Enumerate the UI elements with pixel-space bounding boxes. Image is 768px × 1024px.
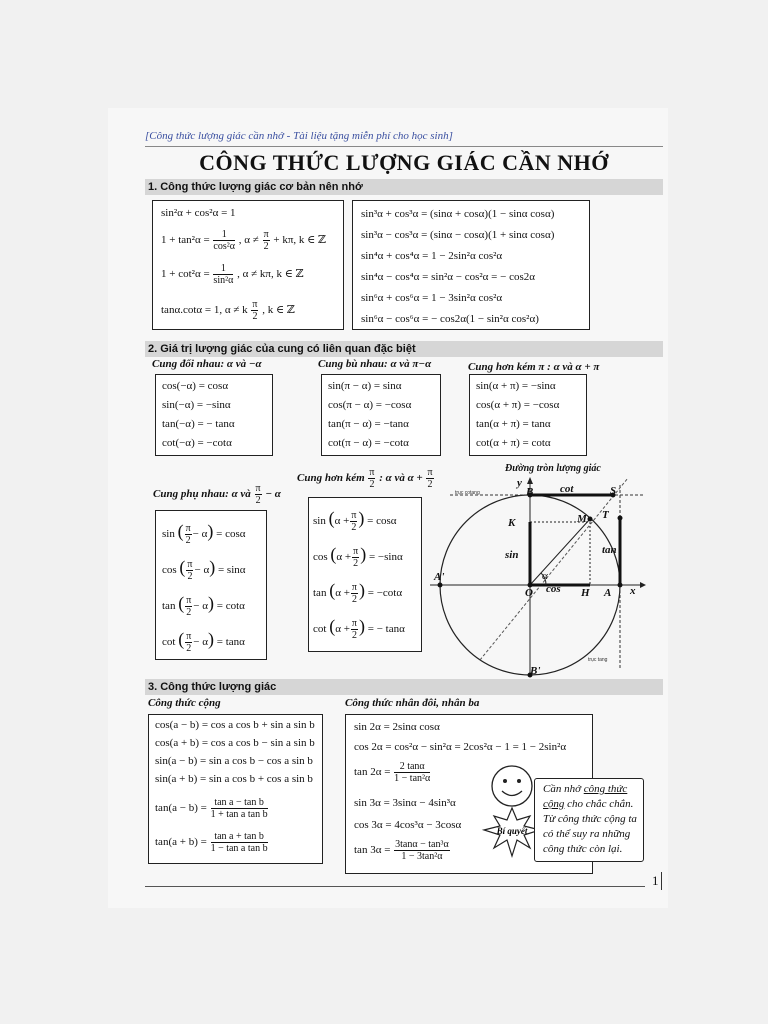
power-identity: sin⁶α − cos⁶α = − cos2α(1 − sin²α cos²α) [361, 313, 539, 325]
arg-head: α + [335, 587, 350, 599]
rhs: = tanα [216, 636, 245, 648]
formula-row: cos(−α) = cosα [162, 380, 229, 392]
formula-row [354, 839, 451, 862]
radius-om [530, 519, 590, 585]
formula-row: cos (α + $\frac{\pi}{2}$ ) = −sinα [313, 544, 403, 569]
supplementary-arcs-caption: Cung bù nhau: α và π−α [318, 358, 432, 370]
fn: cot [162, 636, 176, 648]
rhs: = sinα [217, 564, 246, 576]
frac-num: π [351, 581, 357, 593]
formula-row: sin 3α = 3sinα − 4sin³α [354, 797, 456, 809]
frac-den: 1 − tan a tan b [210, 843, 268, 854]
frac-num: tan a − tan b [211, 797, 268, 809]
identity-3 [161, 263, 304, 286]
tan-double-frac [394, 761, 430, 784]
frac-num: π [427, 467, 433, 478]
frac-den: 2 [185, 534, 191, 546]
point-t [618, 516, 623, 521]
formula-row: cos(a − b) = cos a cos b + sin a sin b [155, 719, 315, 731]
pi-half-frac [351, 618, 358, 641]
arg-head: α + [335, 623, 350, 635]
frac-num: π [252, 299, 258, 310]
frac-num: 1 [213, 229, 235, 241]
label-y: y [517, 477, 522, 489]
label-tan-axis: trục tang [588, 657, 608, 663]
label-b: B [526, 486, 534, 498]
pi-half-frac [263, 229, 270, 252]
rhs: = − tanα [367, 623, 405, 635]
unit-circle-caption: Đường tròn lượng giác [505, 463, 601, 474]
formula-row: cos(π − α) = −cosα [328, 399, 412, 411]
y-axis-arrow [527, 477, 533, 484]
frac-den: cos²α [213, 241, 235, 252]
pi-half-frac [185, 523, 192, 546]
pi-half-frac [350, 510, 357, 533]
formula-row: cot ( $\frac{\pi}{2}$ − α) = tanα [162, 629, 245, 654]
arg-tail: − α [194, 564, 210, 576]
power-identity: sin³α + cos³α = (sinα + cosα)(1 − sinα cosα) [361, 208, 555, 220]
formula-row: tan(−α) = − tanα [162, 418, 235, 430]
smiley-icon [492, 766, 532, 806]
header-note: [Công thức lượng giác cần nhớ - Tài liệu tặng miễn phí cho học sinh] [145, 130, 453, 142]
label-cot-axis: trục cotang [455, 490, 480, 496]
frac-den: 2 [252, 311, 258, 322]
formula-row [354, 761, 431, 784]
formula-row: cos 2α = cos²α − sin²α = 2cos²α − 1 = 1 − 2sin²α [354, 741, 567, 753]
caption-mid: : α và α + [379, 472, 423, 485]
frac-den: 2 [186, 642, 192, 654]
frac-den: 2 [351, 629, 357, 641]
half-pi-offset-box [308, 497, 422, 652]
rhs: = cosα [216, 528, 246, 540]
frac-num: tan a + tan b [211, 831, 268, 843]
power-identity: sin⁴α − cos⁴α = sin²α − cos²α = − cos2α [361, 271, 536, 283]
identity-2-lhs: 1 + tan²α = [161, 234, 210, 247]
fn: cos [162, 564, 177, 576]
half-pi-offset-caption [297, 467, 435, 490]
frac-den: 2 [187, 570, 193, 582]
complementary-arcs-box [155, 510, 267, 660]
x-axis-arrow [640, 582, 646, 588]
frac-den: sin²α [213, 275, 234, 286]
frac-num: π [186, 630, 192, 642]
pi-half-frac [251, 299, 258, 322]
pi-half-frac [185, 631, 192, 654]
tip-badge-text: Bí quyết [496, 826, 528, 836]
formula-row: cos 3α = 4cos³α − 3cosα [354, 819, 462, 831]
tip-underlined: cộng [543, 798, 565, 810]
arg-head: α + [336, 551, 352, 563]
tan-sum-frac [211, 831, 268, 854]
frac-den: 2 [351, 593, 357, 605]
identity-2-tail: + kπ, k ∈ ℤ [273, 234, 327, 247]
frac-num: 3tanα − tan³α [395, 839, 449, 850]
formula-row: cos(a + b) = cos a cos b − sin a sin b [155, 737, 315, 749]
arg-tail: − α [193, 600, 208, 612]
label-a: A [604, 587, 612, 599]
frac-den: 2 [351, 521, 357, 533]
frac-den: 2 [353, 557, 359, 569]
fn: cot [313, 623, 327, 635]
pi-half-frac [255, 483, 262, 506]
frac-den: 2 [369, 479, 375, 490]
pi-half-frac [186, 559, 193, 582]
tip-underlined: công thức [583, 783, 628, 795]
tip-text: Cần nhớ [543, 783, 584, 795]
pi-half-frac [185, 595, 192, 618]
frac-num: π [351, 617, 357, 629]
identity-1: sin²α + cos²α = 1 [161, 207, 236, 219]
identity-4 [161, 299, 295, 322]
label-cot: cot [560, 483, 574, 495]
lhs: tan 3α = [354, 844, 391, 857]
section-2-heading: 2. Giá trị lượng giác của cung có liên quan đặc biệt [145, 341, 663, 357]
double-triple-caption: Công thức nhân đôi, nhân ba [345, 697, 480, 709]
frac-num: π [351, 509, 357, 521]
smiley-eye-right [517, 779, 521, 783]
formula-row: cot (α + $\frac{\pi}{2}$ ) = − tanα [313, 616, 405, 641]
addition-formulas-box [148, 714, 323, 864]
pi-offset-box [469, 374, 587, 456]
frac-num: π [187, 558, 193, 570]
supplementary-arcs-box [321, 374, 441, 456]
basic-identities-box [152, 200, 344, 330]
formula-row: sin ( $\frac{\pi}{2}$ − α) = cosα [162, 521, 246, 546]
rhs: = −sinα [368, 551, 403, 563]
arg-tail: − α [192, 528, 208, 540]
frac-den: 2 [263, 241, 269, 252]
tip-line-4: có thể suy ra những [543, 828, 631, 840]
frac-num: 2 tanα [394, 761, 430, 773]
page-title: CÔNG THỨC LƯỢNG GIÁC CẦN NHỚ [199, 150, 609, 175]
formula-row: sin(α + π) = −sinα [476, 380, 556, 392]
frac-den: 2 [255, 495, 261, 506]
frac-den: 1 − tan²α [394, 773, 431, 784]
fn: tan [162, 600, 176, 612]
pi-half-frac [351, 582, 358, 605]
frac-num: π [186, 594, 192, 606]
label-cos: cos [546, 583, 561, 595]
caption-text: Cung phụ nhau: α và [153, 488, 251, 501]
caption-tail: − α [265, 488, 281, 501]
formula-row: cos ( $\frac{\pi}{2}$ − α) = sinα [162, 557, 246, 582]
frac-num: π [263, 229, 269, 240]
identity-3-lhs: 1 + cot²α = [161, 268, 210, 281]
tip-line-5: công thức còn lại. [543, 843, 623, 855]
identity-2-cond: , α ≠ [238, 234, 259, 247]
point-a-prime [438, 583, 443, 588]
point-m [588, 517, 593, 522]
opposite-arcs-caption: Cung đối nhau: α và −α [152, 358, 262, 370]
formula-row [155, 831, 269, 854]
rhs: = cotα [216, 600, 245, 612]
footer-rule [145, 886, 645, 887]
label-h: H [581, 587, 590, 599]
arg-head: α + [334, 515, 350, 527]
tan-diff-frac [211, 797, 268, 820]
header-rule [145, 146, 663, 147]
page-number: 1 [652, 873, 659, 888]
formula-row: sin(π − α) = sinα [328, 380, 402, 392]
power-identity: sin³α − cos³α = (sinα − cosα)(1 + sinα cosα) [361, 229, 555, 241]
lhs: tan 2α = [354, 766, 391, 779]
formula-row: tan(π − α) = −tanα [328, 418, 409, 430]
lhs: tan(a − b) = [155, 802, 207, 815]
label-tan: tan [602, 544, 617, 556]
tip-note-box [534, 778, 644, 862]
fn: sin [313, 515, 326, 527]
tip-line-3: Từ công thức cộng ta [543, 813, 637, 825]
rhs: = −cotα [367, 587, 403, 599]
pi-offset-caption: Cung hơn kém π : α và α + π [468, 361, 600, 373]
page-number-bracket [661, 872, 662, 890]
unit-circle-diagram [420, 470, 660, 680]
label-m: M [577, 513, 587, 525]
identity-4-lhs: tanα.cotα = 1, α ≠ k [161, 304, 248, 317]
formula-row: sin(a + b) = sin a cos b + cos a sin b [155, 773, 313, 785]
frac-num: π [185, 522, 191, 534]
frac-den: 2 [427, 479, 433, 490]
frac-num: π [369, 467, 375, 478]
formula-row: tan (α + $\frac{\pi}{2}$ ) = −cotα [313, 580, 403, 605]
smiley-eye-left [503, 779, 507, 783]
label-alpha: α [542, 570, 548, 582]
label-b-prime: B' [530, 665, 541, 677]
formula-row: tan(α + π) = tanα [476, 418, 551, 430]
caption-text: Cung hơn kém [297, 472, 365, 485]
identity-3-cond: , α ≠ kπ, k ∈ ℤ [237, 268, 304, 281]
pi-half-frac [368, 467, 375, 490]
formula-row: cot(−α) = −cotα [162, 437, 232, 449]
opposite-arcs-box [155, 374, 273, 456]
section-1-heading: 1. Công thức lượng giác cơ bản nên nhớ [145, 179, 663, 195]
power-identity: sin⁴α + cos⁴α = 1 − 2sin²α cos²α [361, 250, 503, 262]
frac-den: 2 [186, 606, 192, 618]
frac-den: 1 + tan a tan b [210, 809, 268, 820]
formula-row: cot(α + π) = cotα [476, 437, 551, 449]
frac-num: π [353, 545, 359, 557]
fn: cos [313, 551, 328, 563]
formula-row: tan ( $\frac{\pi}{2}$ − α) = cotα [162, 593, 245, 618]
label-k: K [508, 517, 516, 529]
fn: tan [313, 587, 327, 599]
lhs: tan(a + b) = [155, 836, 207, 849]
label-a-prime: A' [434, 571, 445, 583]
identity-4-tail: , k ∈ ℤ [262, 304, 295, 317]
tan-triple-frac [394, 839, 450, 862]
arg-tail: − α [193, 636, 208, 648]
tip-text: cho chắc chắn. [564, 798, 634, 810]
section-3-heading: 3. Công thức lượng giác [145, 679, 663, 695]
identity-2 [161, 229, 326, 252]
formula-row: cos(α + π) = −cosα [476, 399, 560, 411]
formula-row: sin 2α = 2sinα cosα [354, 721, 440, 733]
point-a [618, 583, 623, 588]
formula-row: sin (α + $\frac{\pi}{2}$ ) = cosα [313, 508, 397, 533]
label-sin: sin [505, 549, 519, 561]
identity-3-frac [213, 263, 233, 286]
formula-row [155, 797, 269, 820]
identity-2-frac [213, 229, 235, 252]
power-identity: sin⁶α + cos⁶α = 1 − 3sin²α cos²α [361, 292, 503, 304]
power-identities-box [352, 200, 590, 330]
tip-line-2 [543, 798, 633, 810]
formula-row: sin(−α) = −sinα [162, 399, 231, 411]
label-t: T [602, 509, 609, 521]
label-x: x [630, 585, 636, 597]
frac-num: 1 [213, 263, 233, 275]
rhs: = cosα [367, 515, 397, 527]
label-s: S [610, 485, 617, 497]
complementary-arcs-caption [153, 483, 281, 506]
frac-num: π [255, 483, 261, 494]
fn: sin [162, 528, 175, 540]
pi-half-frac [352, 546, 359, 569]
label-o: O [525, 587, 533, 599]
formula-row: sin(a − b) = sin a cos b − cos a sin b [155, 755, 313, 767]
tip-line-1 [543, 783, 627, 795]
addition-formulas-caption: Công thức cộng [148, 697, 221, 709]
formula-row: cot(π − α) = −cotα [328, 437, 409, 449]
frac-den: 1 − 3tan²α [401, 851, 443, 862]
